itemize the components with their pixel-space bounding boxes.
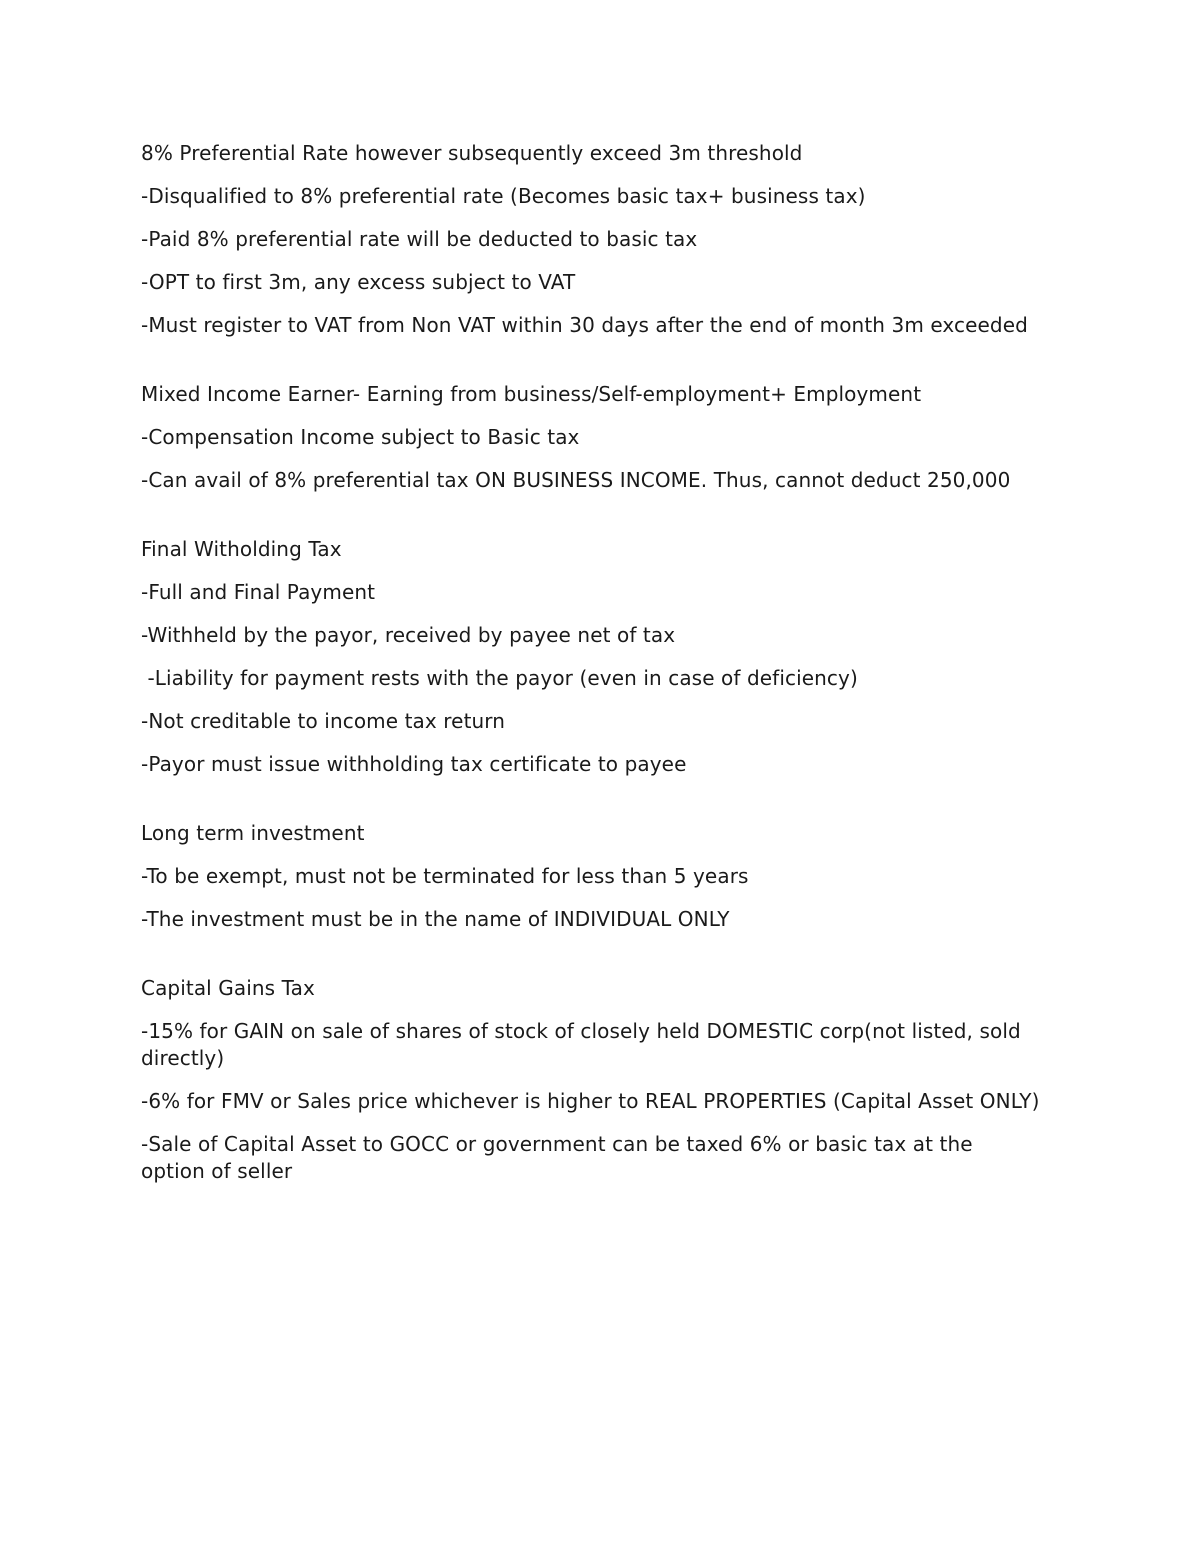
section-heading: Final Witholding Tax <box>141 537 342 561</box>
bullet-item: -15% for GAIN on sale of shares of stock of closely held DOMESTIC corp(not listed, sold directly) <box>141 1019 1021 1070</box>
section-capital-gains-tax <box>141 975 1041 1185</box>
section-final-withholding-tax <box>141 536 1041 778</box>
bullet-item: -Must register to VAT from Non VAT within 30 days after the end of month 3m exceeded <box>141 313 1028 337</box>
section-heading: 8% Preferential Rate however subsequently exceed 3m threshold <box>141 141 803 165</box>
section-heading: Capital Gains Tax <box>141 976 315 1000</box>
section-heading: Long term investment <box>141 821 365 845</box>
section-mixed-income-earner <box>141 381 1041 494</box>
bullet-item: -Liability for payment rests with the payor (even in case of deficiency) <box>141 666 858 690</box>
bullet-item: -OPT to first 3m, any excess subject to VAT <box>141 270 576 294</box>
bullet-item: -6% for FMV or Sales price whichever is higher to REAL PROPERTIES (Capital Asset ONLY) <box>141 1089 1040 1113</box>
bullet-item: -Paid 8% preferential rate will be deducted to basic tax <box>141 227 698 251</box>
document-page <box>141 140 1041 1201</box>
bullet-item: -Not creditable to income tax return <box>141 709 506 733</box>
bullet-item: -To be exempt, must not be terminated for less than 5 years <box>141 864 749 888</box>
bullet-item: -Can avail of 8% preferential tax ON BUSINESS INCOME. Thus, cannot deduct 250,000 <box>141 468 1011 492</box>
bullet-item: -Full and Final Payment <box>141 580 376 604</box>
bullet-item: -Withheld by the payor, received by payee net of tax <box>141 623 676 647</box>
section-heading: Mixed Income Earner- Earning from business/Self-employment+ Employment <box>141 382 922 406</box>
bullet-item: -The investment must be in the name of INDIVIDUAL ONLY <box>141 907 730 931</box>
bullet-item: -Sale of Capital Asset to GOCC or government can be taxed 6% or basic tax at the option of seller <box>141 1132 973 1183</box>
bullet-item: -Compensation Income subject to Basic tax <box>141 425 580 449</box>
bullet-item: -Disqualified to 8% preferential rate (Becomes basic tax+ business tax) <box>141 184 866 208</box>
section-long-term-investment <box>141 820 1041 933</box>
bullet-item: -Payor must issue withholding tax certificate to payee <box>141 752 687 776</box>
section-preferential-rate <box>141 140 1041 339</box>
